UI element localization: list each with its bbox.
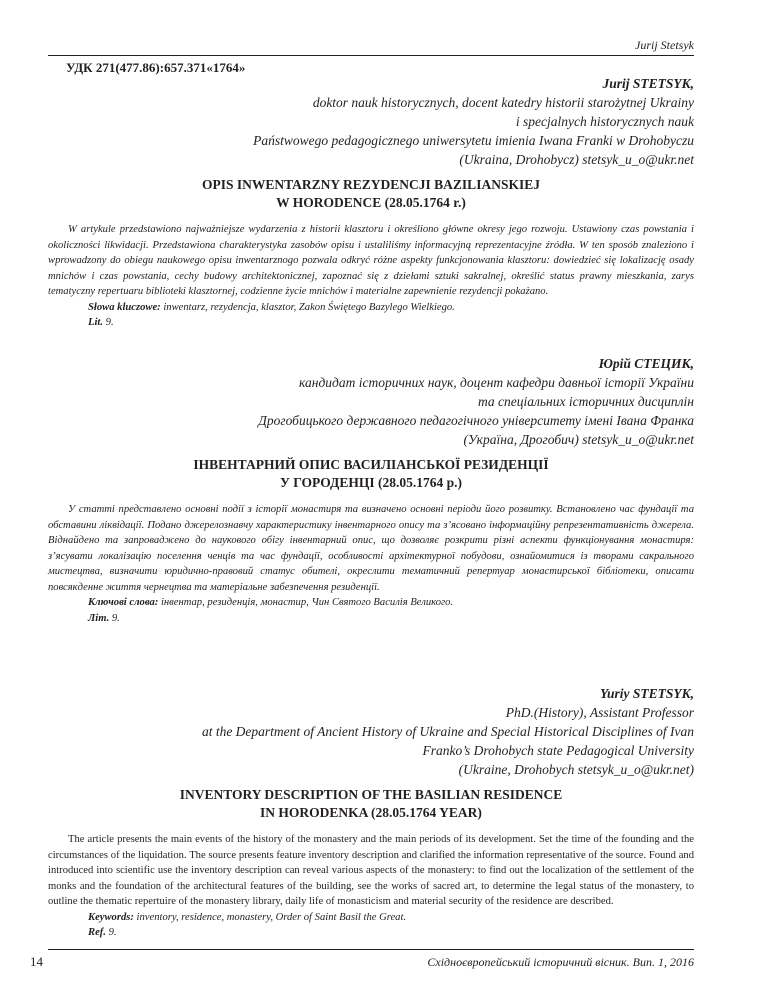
title-line: IN HORODENKA (28.05.1764 YEAR) xyxy=(260,805,482,820)
keywords-text: інвентар, резиденція, монастир, Чин Святого Василія Великого. xyxy=(158,597,454,608)
references-label: Літ. xyxy=(88,612,110,624)
title-line: OPIS INWENTARZNY REZYDENCJI BAZILIANSKIEJ xyxy=(202,177,540,192)
title-line: INVENTORY DESCRIPTION OF THE BASILIAN RESIDENCE xyxy=(179,787,563,802)
article-title-polish xyxy=(48,176,694,212)
references-count: 9. xyxy=(103,317,114,328)
journal-name: Східноєвропейський історичний вісник. Вип. 1, 2016 xyxy=(427,955,694,969)
keywords-label: Ключові слова: xyxy=(88,597,159,608)
abstract-text: У статті представлено основні події з історії монастиря та визначено основні періоди його розвитку. Встановлено час фундації та обставини ліквідації. Подано джерелознавчу характеристику інвентарного опису та з’ясовано інформаційну репрезентативність джерела. Віднайдено та запроваджено до наукового обігу інвентарний опис, що дозволяє розкрити різні аспекти функціонування монастиря: з’ясувати локалізацію поселення ченців та час фундації, особливості архітектурної побудови, ознайомитися із творами сакрального мистецтва, визначити юридично-правовий статус обителі, окреслити тематичний репертуар монастирської бібліотеки, описати повсякденне життя чернецтва та матеріальне забезпечення резиденції. xyxy=(48,504,694,593)
references-label: Lit. xyxy=(88,317,104,328)
abstract-english xyxy=(48,832,694,941)
keywords-text: inwentarz, rezydencja, klasztor, Zakon Świętego Bazylego Wielkiego. xyxy=(160,301,455,313)
title-line: ІНВЕНТАРНИЙ ОПИС ВАСИЛІАНСЬКОЇ РЕЗИДЕНЦІЇ xyxy=(193,457,549,472)
keywords-line xyxy=(48,300,694,316)
abstract-text: W artykule przedstawiono najważniejsze wydarzenia z historii klasztoru i określiono główne okresy jego rozwoju. Ustawiony czas powstania i okoliczności likwidacji. Przedstawiona charakterystyka zasobów opisu i ustaliliśmy informacyjną reprezentacyjne źródła. W ten sposób znaleziono i wprowadzony do obiegu naukowego opisu inwentarznogo pozwala odkryć różne aspekty funkcjonowania klasztoru: dowiedzieć się lokalizację osady mnichów i czas powstania, cechy budowy architektonicznej, zapoznać się z dziełami sztuki sakralnej, określić status prawny mieszkania, zarys tematyczny repertuaru biblioteki klasztornej, codzienne życie mnichów i materialne zapewnienie rezydencji pokażano. xyxy=(48,224,694,297)
author-affiliation-line: PhD.(History), Assistant Professor xyxy=(505,705,694,720)
author-affiliation-line: i specjalnych historycznych nauk xyxy=(515,114,694,129)
references-label: Ref. xyxy=(88,927,106,938)
abstract-polish xyxy=(48,222,694,331)
author-affiliation-line: Дрогобицького державного педагогічного університету імені Івана Франка xyxy=(258,413,694,428)
references-line xyxy=(48,925,694,941)
author-affiliation-line: та спеціальних історичних дисциплін xyxy=(477,394,694,409)
author-block-ukrainian xyxy=(258,354,694,449)
running-head: Jurij Stetsyk xyxy=(635,38,694,52)
author-affiliation-line: кандидат історичних наук, доцент кафедри давньої історії України xyxy=(299,375,694,390)
header-rule xyxy=(48,55,694,56)
author-affiliation-line: Franko’s Drohobych state Pedagogical University xyxy=(422,743,694,758)
article-title-english xyxy=(48,786,694,822)
author-block-polish xyxy=(253,74,694,169)
footer-rule xyxy=(48,949,694,950)
keywords-line xyxy=(48,910,694,926)
author-affiliation-line: (Україна, Дрогобич) stetsyk_u_o@ukr.net xyxy=(463,432,694,447)
author-affiliation-line: (Ukraina, Drohobycz) stetsyk_u_o@ukr.net xyxy=(459,152,694,167)
author-affiliation-line: doktor nauk historycznych, docent katedry historii starożytnej Ukrainy xyxy=(312,95,694,110)
author-name: Yuriy STETSYK, xyxy=(599,686,694,701)
keywords-label: Keywords: xyxy=(88,911,134,923)
author-affiliation-line: (Ukraine, Drohobych stetsyk_u_o@ukr.net) xyxy=(458,762,694,777)
author-name: Jurij STETSYK, xyxy=(602,76,694,91)
author-block-english xyxy=(202,684,694,779)
udk-code: УДК 271(477.86):657.371«1764» xyxy=(66,60,246,75)
references-line xyxy=(48,315,694,331)
author-name: Юрій СТЕЦИК, xyxy=(598,356,694,371)
author-affiliation-line: at the Department of Ancient History of Ukraine and Special Historical Disciplines of Ivan xyxy=(201,724,694,739)
keywords-label: Słowa kluczowe: xyxy=(88,301,161,313)
references-count: 9. xyxy=(109,612,120,624)
title-line: У ГОРОДЕНЦІ (28.05.1764 р.) xyxy=(280,475,462,490)
abstract-ukrainian xyxy=(48,502,694,626)
keywords-line xyxy=(48,595,694,611)
page-number: 14 xyxy=(30,954,43,969)
references-count: 9. xyxy=(105,927,117,938)
author-affiliation-line: Państwowego pedagogicznego uniwersytetu imienia Iwana Franki w Drohobyczu xyxy=(253,133,694,148)
abstract-text: The article presents the main events of the history of the monastery and the main periods of its development. Set the time of the founding and the circumstances of the liquidation. The source presents feature inventory description and clarified the information representative of the source. Found and introduced into scientific use the inventory description can reveal various aspects of the monastery: to find out the localization of the settlement of the monks and the foundation of the architectural features of the building, see the works of sacred art, to determine the legal status of the monastery, to outline the thematic repertuire of the monastery library, daily life of monasticism and material security of the residence are described. xyxy=(48,834,694,907)
title-line: W HORODENCE (28.05.1764 r.) xyxy=(276,195,466,210)
article-title-ukrainian xyxy=(48,456,694,492)
keywords-text: inventory, residence, monastery, Order of Saint Basil the Great. xyxy=(133,911,407,923)
references-line xyxy=(48,611,694,627)
